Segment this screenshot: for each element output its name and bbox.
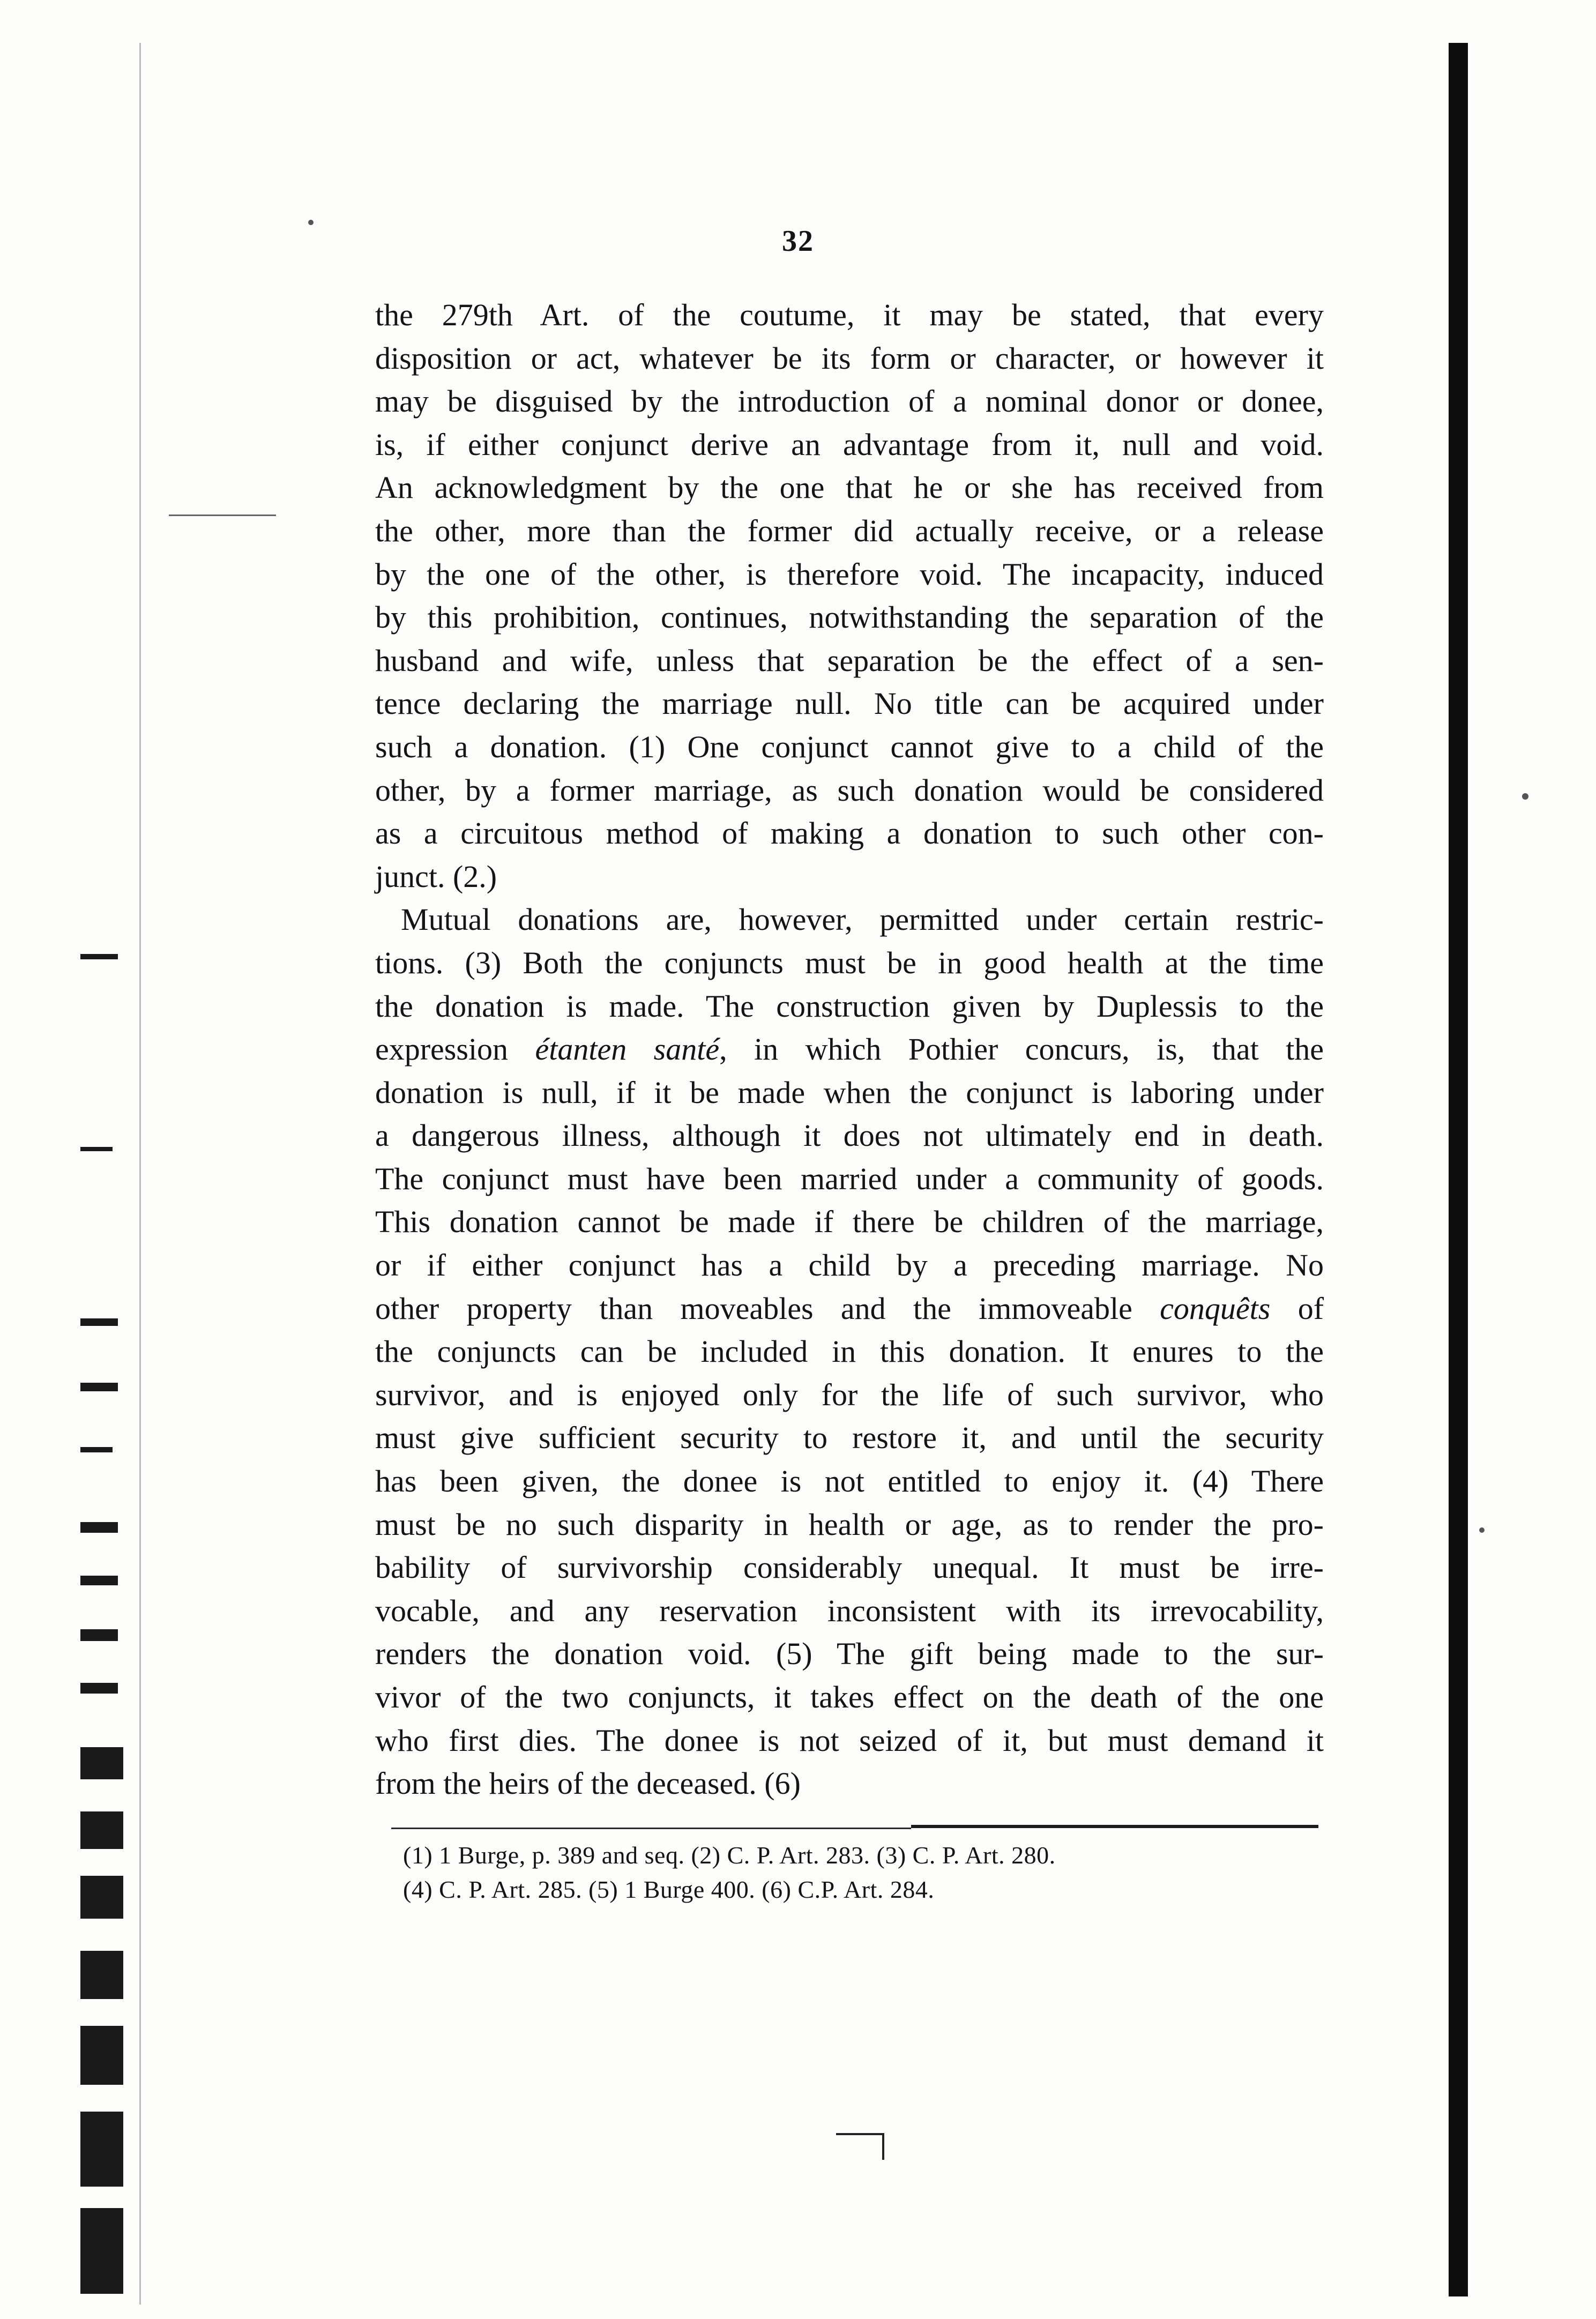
footnote-separator (911, 1825, 1318, 1828)
text-line: junct. (2.) (375, 859, 497, 894)
text-line: disposition or act, whatever be its form or character, or however it (375, 340, 1324, 376)
footnote-line: (1) 1 Burge, p. 389 and seq. (2) C. P. Art. 283. (3) C. P. Art. 280. (403, 1841, 1056, 1869)
binding-mark (80, 2026, 123, 2085)
footnote-line: (4) C. P. Art. 285. (5) 1 Burge 400. (6) C.P. Art. 284. (403, 1876, 935, 1903)
text-line: other, by a former marriage, as such donation would be considered (375, 772, 1324, 808)
binding-mark (80, 1629, 118, 1641)
text-line: vivor of the two conjuncts, it takes effect on the death of the one (375, 1680, 1324, 1714)
text-line: or if either conjunct has a child by a preceding marriage. No (375, 1248, 1324, 1283)
binding-mark (80, 1576, 118, 1585)
binding-mark (80, 1522, 118, 1533)
text-line: the 279th Art. of the coutume, it may be stated, that every (375, 297, 1324, 332)
text-line: from the heirs of the deceased. (6) (375, 1766, 801, 1801)
scan-stroke (169, 514, 276, 516)
text-line: husband and wife, unless that separation be the effect of a sen- (375, 643, 1324, 678)
text-line: An acknowledgment by the one that he or she has received from (375, 470, 1324, 505)
italic-phrase: conquêts (1160, 1291, 1271, 1326)
footnotes (403, 1838, 1341, 1907)
binding-mark (80, 2208, 123, 2294)
text-line: the other, more than the former did actually receive, or a release (375, 513, 1324, 548)
text-line: has been given, the donee is not entitled to enjoy it. (4) There (375, 1464, 1324, 1499)
text-line: donation is null, if it be made when the conjunct is laboring under (375, 1075, 1324, 1110)
text-line: Mutual donations are, however, permitted under certain restric- (401, 902, 1324, 937)
binding-mark (80, 1683, 118, 1694)
scan-edge-shadow (1449, 43, 1468, 2296)
text-line: survivor, and is enjoyed only for the life of such survivor, who (375, 1377, 1324, 1412)
text-line: vocable, and any reservation inconsistent with its irrevocability, (375, 1593, 1324, 1628)
scan-corner-mark (836, 2133, 884, 2160)
scan-binding-edge (75, 43, 171, 2305)
binding-mark (80, 1747, 123, 1779)
binding-mark (80, 1147, 113, 1151)
text-line: may be disguised by the introduction of a nominal donor or donee, (375, 384, 1324, 419)
text-fragment: expression (375, 1032, 509, 1067)
binding-mark (80, 1383, 118, 1391)
text-line: by the one of the other, is therefore void. The incapacity, induced (375, 556, 1324, 592)
binding-mark (80, 1951, 123, 1999)
body-text (375, 294, 1324, 1806)
binding-mark (80, 1318, 118, 1326)
page-number: 32 (782, 225, 814, 258)
text-line: is, if either conjunct derive an advantage from it, null and void. (375, 427, 1324, 462)
binding-line (139, 43, 141, 2305)
italic-phrase: étanten santé (535, 1032, 720, 1067)
text-fragment: other property than moveables and the immoveable (375, 1291, 1132, 1326)
text-fragment: , in which Pothier concurs, is, that the (719, 1032, 1324, 1067)
binding-mark (80, 1447, 113, 1452)
text-line: tence declaring the marriage null. No title can be acquired under (375, 686, 1324, 721)
text-line: The conjunct must have been married under a community of goods. (375, 1161, 1324, 1196)
binding-mark (80, 954, 118, 959)
text-fragment: of (1297, 1291, 1324, 1326)
text-line: must be no such disparity in health or age, as to render the pro- (375, 1507, 1324, 1542)
text-line: a dangerous illness, although it does not ultimately end in death. (375, 1118, 1324, 1153)
text-line: the conjuncts can be included in this donation. It enures to the (375, 1334, 1324, 1369)
text-line: renders the donation void. (5) The gift being made to the sur- (375, 1636, 1324, 1672)
text-line: such a donation. (1) One conjunct cannot give to a child of the (375, 729, 1324, 764)
binding-mark (80, 1876, 123, 1919)
text-line: tions. (3) Both the conjuncts must be in good health at the time (375, 945, 1324, 980)
text-line: by this prohibition, continues, notwithstanding the separation of the (375, 600, 1324, 635)
text-line: as a circuitous method of making a donation to such other con- (375, 816, 1324, 851)
text-line: This donation cannot be made if there be children of the marriage, (375, 1204, 1324, 1240)
binding-mark (80, 2112, 123, 2187)
text-line: must give sufficient security to restore it, and until the security (375, 1420, 1324, 1456)
text-line: bability of survivorship considerably unequal. It must be irre- (375, 1550, 1324, 1585)
scan-speck (1522, 793, 1528, 800)
binding-mark (80, 1811, 123, 1849)
text-line (375, 1028, 1324, 1071)
text-line: who first dies. The donee is not seized of it, but must demand it (375, 1723, 1324, 1758)
footnote-separator-thin (391, 1828, 911, 1829)
scan-speck (1479, 1527, 1485, 1533)
text-line: the donation is made. The construction given by Duplessis to the (375, 988, 1324, 1024)
text-line (375, 1287, 1324, 1331)
